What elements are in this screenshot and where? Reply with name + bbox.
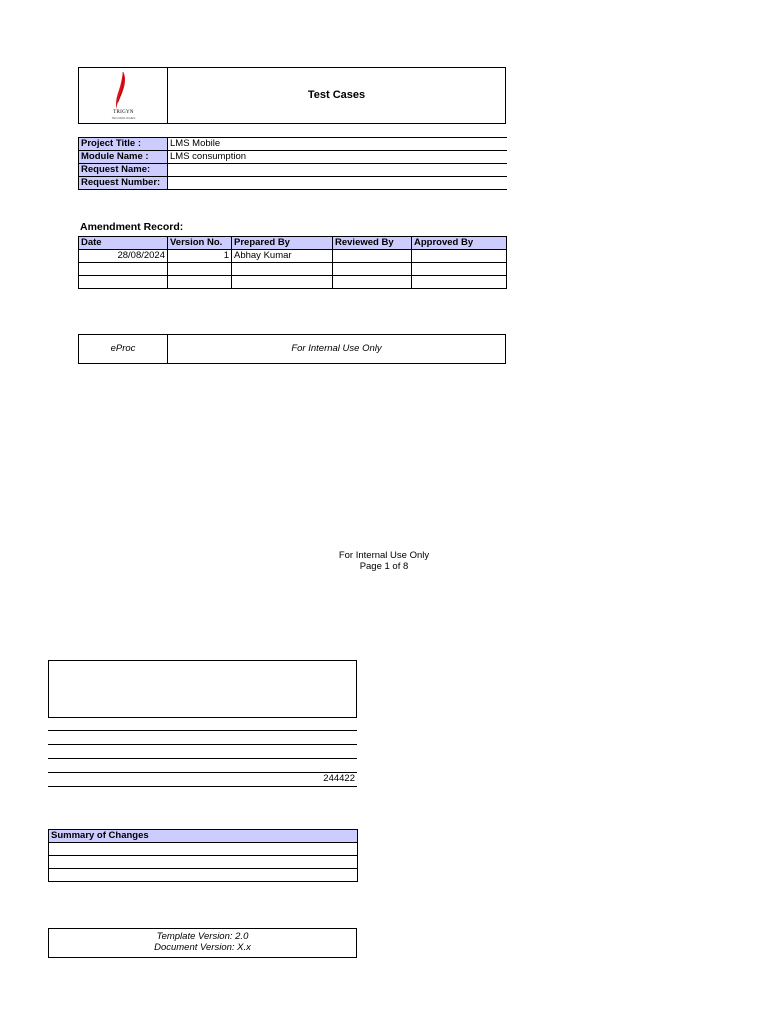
page-title: Test Cases xyxy=(307,89,366,101)
request-number-label: Request Number: xyxy=(79,177,168,190)
header-box xyxy=(78,67,506,124)
table-row xyxy=(49,843,358,856)
rule-line xyxy=(48,744,357,745)
request-name-row xyxy=(79,164,507,177)
project-info-table xyxy=(78,137,507,190)
amendment-table xyxy=(78,236,507,289)
col-date: Date xyxy=(79,237,168,250)
summary-cell xyxy=(49,856,358,869)
request-number-value-p2: 244422 xyxy=(323,773,355,784)
document-version: Document Version: X.x xyxy=(154,942,251,953)
col-approved-by: Approved By xyxy=(412,237,507,250)
project-title-value: LMS Mobile xyxy=(168,138,507,151)
request-name-label: Request Name: xyxy=(79,164,168,177)
table-row xyxy=(49,869,358,882)
summary-cell xyxy=(49,843,358,856)
version-box xyxy=(48,928,357,958)
summary-cell xyxy=(49,869,358,882)
rule-line xyxy=(48,786,357,787)
page2-header-box xyxy=(48,660,357,718)
rule-line xyxy=(48,758,357,759)
cell-approved-by xyxy=(412,250,507,263)
cell-prepared-by xyxy=(232,263,333,276)
col-reviewed-by: Reviewed By xyxy=(333,237,412,250)
page-number: Page 1 of 8 xyxy=(359,561,409,572)
project-title-row xyxy=(79,138,507,151)
cell-version: 1 xyxy=(168,250,232,263)
cell-version xyxy=(168,263,232,276)
project-title-label: Project Title : xyxy=(79,138,168,151)
classification-box xyxy=(78,334,506,364)
table-row xyxy=(79,276,507,289)
module-name-row xyxy=(79,151,507,164)
logo-text: TRIGYN xyxy=(113,110,134,115)
cell-date: 28/08/2024 xyxy=(79,250,168,263)
col-version: Version No. xyxy=(168,237,232,250)
rule-line xyxy=(48,730,357,731)
cell-prepared-by xyxy=(232,276,333,289)
table-row xyxy=(49,856,358,869)
cell-reviewed-by xyxy=(333,263,412,276)
cell-approved-by xyxy=(412,276,507,289)
summary-title: Summary of Changes xyxy=(49,830,358,843)
col-prepared-by: Prepared By xyxy=(232,237,333,250)
cell-version xyxy=(168,276,232,289)
table-row xyxy=(79,263,507,276)
page-footer-line1: For Internal Use Only xyxy=(338,550,430,561)
cell-prepared-by: Abhay Kumar xyxy=(232,250,333,263)
logo-cell xyxy=(79,68,168,123)
logo-subtext: TECHNOLOGIES xyxy=(111,116,136,120)
summary-table xyxy=(48,829,358,882)
request-number-value xyxy=(168,177,507,190)
cell-date xyxy=(79,276,168,289)
module-name-value: LMS consumption xyxy=(168,151,507,164)
table-row xyxy=(79,250,507,263)
cell-reviewed-by xyxy=(333,250,412,263)
eproc-label: eProc xyxy=(79,335,168,363)
request-name-value xyxy=(168,164,507,177)
cell-reviewed-by xyxy=(333,276,412,289)
cell-date xyxy=(79,263,168,276)
request-number-row xyxy=(79,177,507,190)
cell-approved-by xyxy=(412,263,507,276)
amendment-header-row xyxy=(79,237,507,250)
module-name-label: Module Name : xyxy=(79,151,168,164)
internal-use-label: For Internal Use Only xyxy=(291,343,382,354)
amendment-title: Amendment Record: xyxy=(80,221,184,233)
template-version: Template Version: 2.0 xyxy=(156,931,249,942)
